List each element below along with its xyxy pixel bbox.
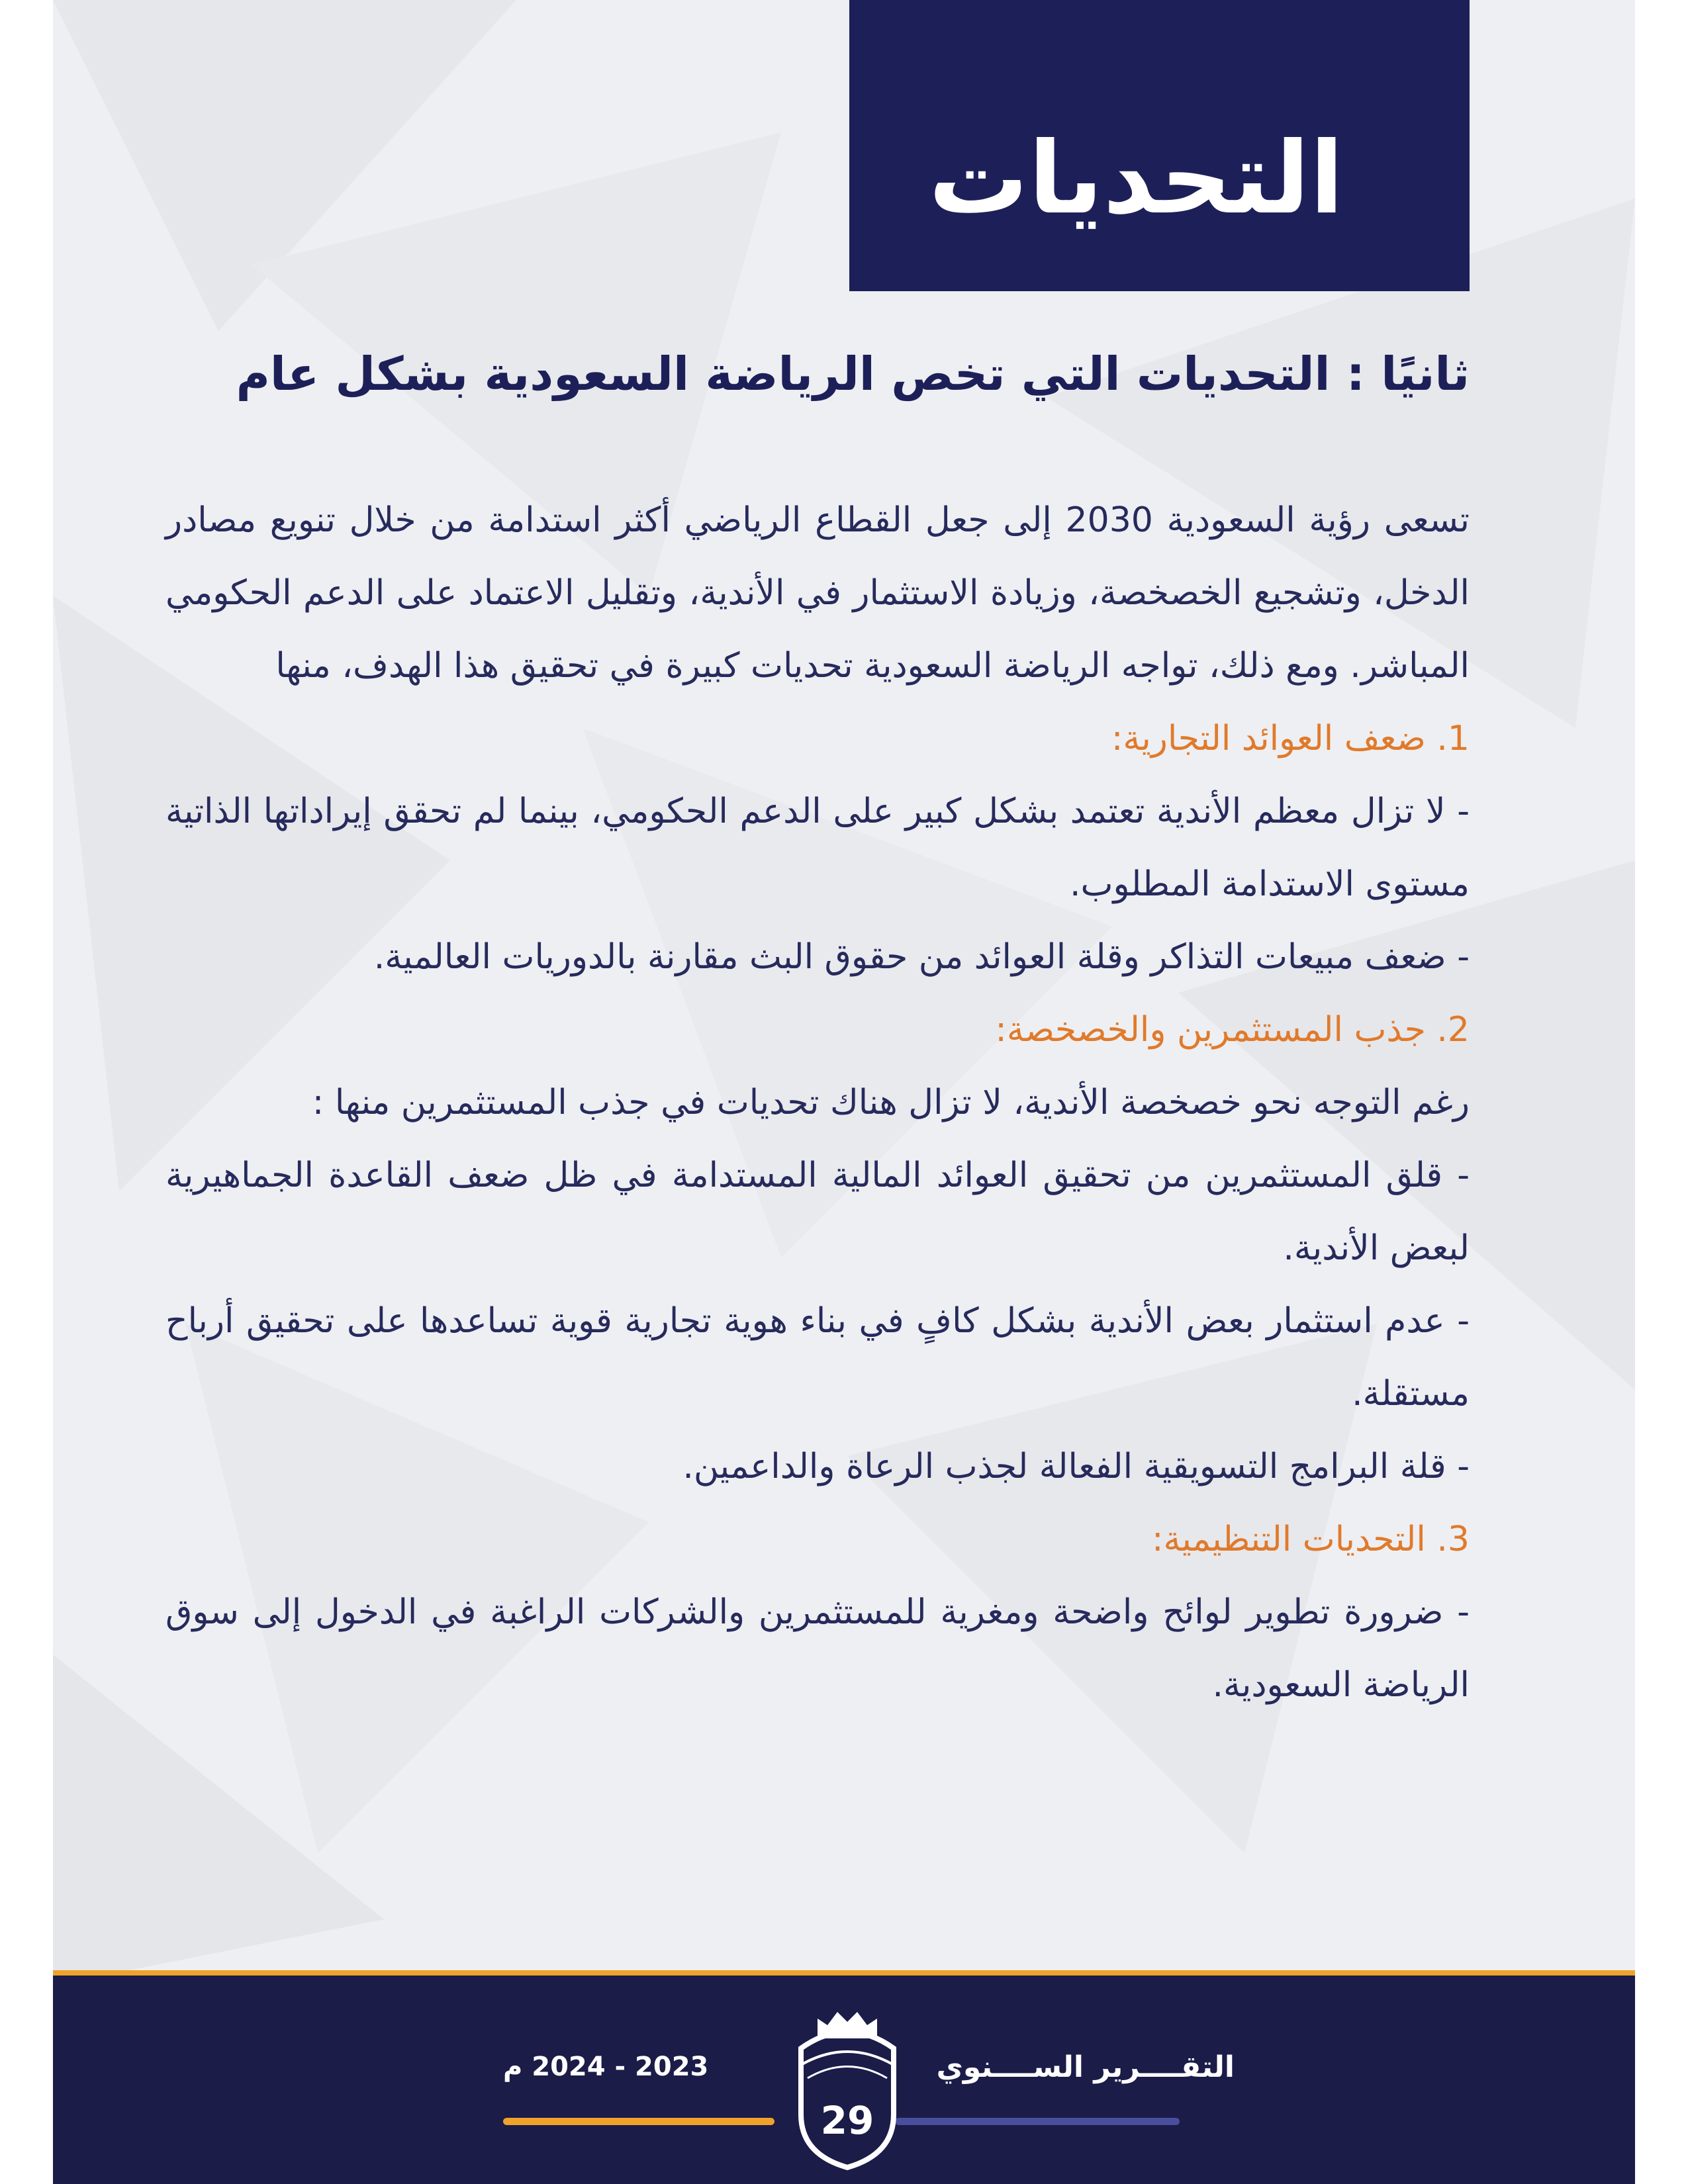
- title-banner: [849, 0, 1470, 291]
- report-years: 2023 - 2024 م: [503, 2052, 709, 2082]
- item-heading-2: 2. جذب المستثمرين والخصخصة:: [995, 1010, 1470, 1050]
- page-title: التحديات: [928, 121, 1344, 236]
- item-heading-3: 3. التحديات التنظيمية:: [1152, 1520, 1470, 1559]
- item-2-line-1: رغم التوجه نحو خصخصة الأندية، لا تزال هناك تحديات في جذب المستثمرين منها :: [312, 1083, 1470, 1122]
- page: [53, 0, 1635, 2184]
- item-2-line-2: - قلق المستثمرين من تحقيق العوائد المالية المستدامة في ظل ضعف القاعدة الجماهيرية لبعض الأندية.: [165, 1156, 1470, 1268]
- main-content: [165, 344, 1470, 1721]
- item-2-line-4: - قلة البرامج التسويقية الفعالة لجذب الرعاة والداعمين.: [682, 1447, 1470, 1486]
- footer-orange-bar: [503, 2118, 774, 2125]
- logo-number: 29: [820, 2098, 874, 2143]
- item-2-line-3: - عدم استثمار بعض الأندية بشكل كافٍ في بناء هوية تجارية قوية تساعدها على تحقيق أرباح مستقلة.: [165, 1301, 1470, 1414]
- intro-paragraph: تسعى رؤية السعودية 2030 إلى جعل القطاع الرياضي أكثر استدامة من خلال تنويع مصادر الدخل، وتشجيع الخصخصة، وزيادة الاستثمار في الأندية، وتقليل الاعتماد على الدعم الحكومي المباشر. ومع ذلك، تواجه الرياضة السعودية تحديات كبيرة في تحقيق هذا الهدف، منها: [165, 500, 1470, 686]
- item-3-line-1: - ضرورة تطوير لوائح واضحة ومغرية للمستثمرين والشركات الراغبة في الدخول إلى سوق الرياضة السعودية.: [165, 1592, 1470, 1705]
- section-heading: ثانيًا : التحديات التي تخص الرياضة السعودية بشكل عام: [236, 347, 1470, 401]
- item-heading-1: 1. ضعف العوائد التجارية:: [1111, 719, 1470, 758]
- annual-report-label: التقــــرير الســــنوي: [936, 2050, 1235, 2084]
- item-1-line-1: - لا تزال معظم الأندية تعتمد بشكل كبير على الدعم الحكومي، بينما لم تحقق إيراداتها الذاتية مستوى الاستدامة المطلوب.: [165, 792, 1470, 904]
- footer-blue-bar: [895, 2118, 1180, 2125]
- club-logo: [781, 2002, 914, 2171]
- club-crest-icon: [781, 2002, 914, 2171]
- item-1-line-2: - ضعف مبيعات التذاكر وقلة العوائد من حقوق البث مقارنة بالدوريات العالمية.: [373, 937, 1470, 977]
